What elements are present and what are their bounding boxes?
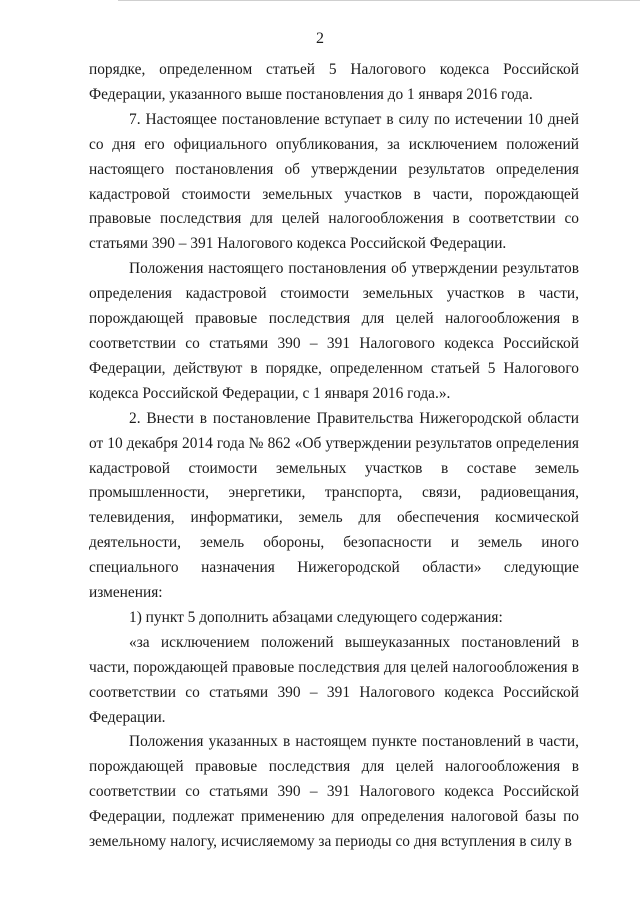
paragraph-continuation: порядке, определенном статьей 5 Налогового кодекса Российской Федерации, указанного выше постановления до 1 января 2016 года. bbox=[89, 61, 579, 103]
page-number: 2 bbox=[316, 30, 324, 47]
paragraph-item-7: 7. Настоящее постановление вступает в силу по истечении 10 дней со дня его официального опубликования, за исключением положений настоящего постановления об утверждении результатов определения кадастровой стоимости земельных участков в части, порождающей правовые последствия для целей налогообложения в соответствии со статьями 390 – 391 Налогового кодекса Российской Федерации. bbox=[89, 110, 579, 253]
paragraph-quote-start: «за исключением положений вышеуказанных постановлений в части, порождающей правовые последствия для целей налогообложения в соответствии со статьями 390 – 391 Налогового кодекса Российской Федерации. bbox=[89, 633, 579, 726]
paragraph-quote-provisions: Положения указанных в настоящем пункте постановлений в части, порождающей правовые последствия для целей налогообложения в соответствии со статьями 390 – 391 Налогового кодекса Российской Федерации, подлежат применению для определения налоговой базы по земельному налогу, исчисляемому за периоды со дня вступления в силу в bbox=[89, 733, 579, 851]
paragraph-provisions: Положения настоящего постановления об утверждении результатов определения кадастровой стоимости земельных участков в части, порождающей правовые последствия для целей налогообложения в соответствии со статьями 390 – 391 Налогового кодекса Российской Федерации, действуют в порядке, определенном статьей 5 Налогового кодекса Российской Федерации, с 1 января 2016 года.». bbox=[89, 260, 579, 402]
paragraph-subitem-1: 1) пункт 5 дополнить абзацами следующего содержания: bbox=[129, 608, 503, 626]
scan-edge-line bbox=[118, 0, 640, 1]
document-body bbox=[89, 58, 579, 855]
paragraph-item-2: 2. Внести в постановление Правительства Нижегородской области от 10 декабря 2014 года № 862 «Об утверждении результатов определения кадастровой стоимости земельных участков в составе земель промышленности, энергетики, транспорта, связи, радиовещания, телевидения, информатики, земель для обеспечения космической деятельности, земель обороны, безопасности и земель иного специального назначения Нижегородской области» следующие изменения: bbox=[89, 409, 579, 602]
